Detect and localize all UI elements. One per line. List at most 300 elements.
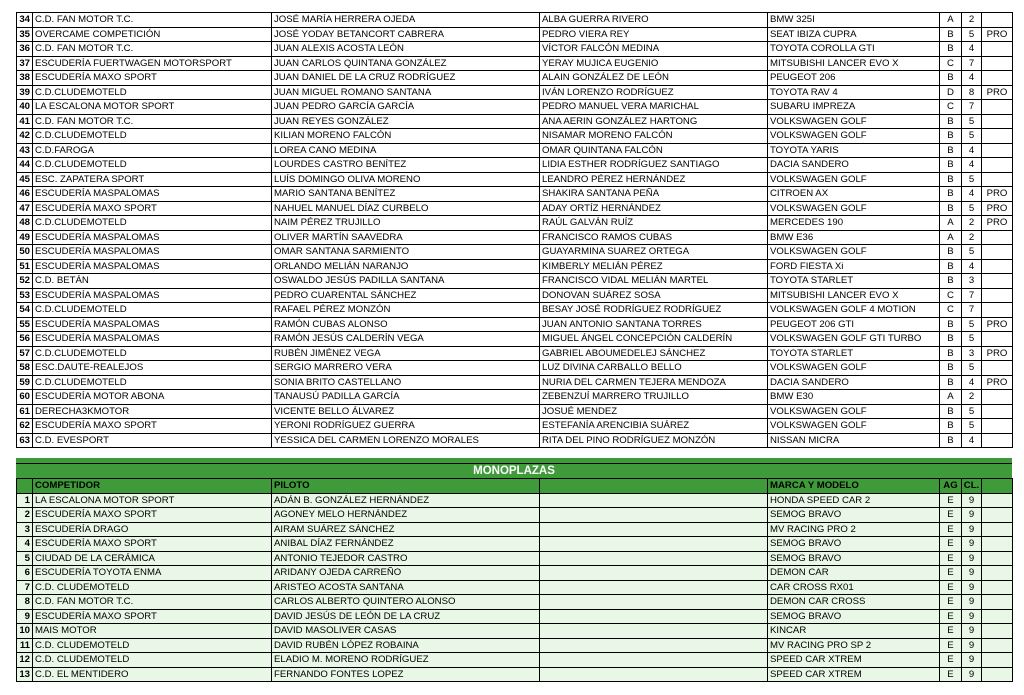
car-model-cell: VOLKSWAGEN GOLF [768,361,940,376]
group-cell: C [940,100,962,115]
copilot-cell: RAÚL GALVÁN RUÍZ [540,216,768,231]
pilot-cell: MARIO SANTANA BENÍTEZ [272,187,540,202]
car-model-cell: MITSUBISHI LANCER EVO X [768,56,940,71]
entry-number: 47 [17,201,33,216]
pilot-cell: LOURDES CASTRO BENÍTEZ [272,158,540,173]
entry-number: 5 [17,551,33,566]
competitor-cell: OVERCAME COMPETICIÓN [33,27,272,42]
competitor-cell: ESCUDERÍA MASPALOMAS [33,332,272,347]
group-cell: B [940,404,962,419]
table-row [17,346,1013,361]
category-cell [982,609,1013,624]
class-cell: 5 [962,332,982,347]
table-row [17,508,1013,523]
class-cell: 9 [962,537,982,552]
table-row [17,13,1013,28]
pilot-cell: LOREA CANO MEDINA [272,143,540,158]
category-cell [982,551,1013,566]
pilot-cell: JUAN ALEXIS ACOSTA LEÓN [272,42,540,57]
category-cell: PRO [982,201,1013,216]
entry-number: 40 [17,100,33,115]
car-model-cell: TOYOTA YARIS [768,143,940,158]
category-cell [982,566,1013,581]
entry-table-rally [16,12,1013,448]
copilot-cell: FRANCISCO RAMOS CUBAS [540,230,768,245]
category-cell [982,143,1013,158]
copilot-cell: PEDRO VIERA REY [540,27,768,42]
category-cell: PRO [982,346,1013,361]
pilot-cell: TANAUSÚ PADILLA GARCÍA [272,390,540,405]
entry-number: 44 [17,158,33,173]
competitor-cell: ESCUDERÍA MAXO SPORT [33,508,272,523]
category-cell [982,667,1013,682]
entry-number: 12 [17,653,33,668]
entry-number: 45 [17,172,33,187]
class-cell: 7 [962,56,982,71]
copilot-cell: BESAY JOSÉ RODRÍGUEZ RODRÍGUEZ [540,303,768,318]
competitor-cell: C.D. BETÁN [33,274,272,289]
car-model-cell: DACIA SANDERO [768,375,940,390]
category-cell [982,129,1013,144]
table-row [17,667,1013,682]
competitor-cell: ESCUDERÍA TOYOTA ENMA [33,566,272,581]
car-model-cell: MV RACING PRO 2 [768,522,940,537]
entry-number: 41 [17,114,33,129]
category-cell [982,230,1013,245]
car-model-cell: MITSUBISHI LANCER EVO X [768,288,940,303]
table-row [17,201,1013,216]
competitor-cell: C.D. FAN MOTOR T.C. [33,114,272,129]
group-cell: E [940,508,962,523]
category-cell [982,245,1013,260]
category-cell [982,158,1013,173]
pilot-cell: ARIDANY OJEDA CARREÑO [272,566,540,581]
copilot-cell [540,638,768,653]
class-cell: 9 [962,493,982,508]
class-cell: 5 [962,245,982,260]
group-cell: B [940,245,962,260]
group-cell: B [940,143,962,158]
category-cell [982,303,1013,318]
competitor-cell: C.D. FAN MOTOR T.C. [33,13,272,28]
class-cell: 9 [962,508,982,523]
group-cell: A [940,216,962,231]
pilot-cell: RUBÉN JIMÉNEZ VEGA [272,346,540,361]
competitor-cell: C.D. FAN MOTOR T.C. [33,595,272,610]
class-cell: 4 [962,143,982,158]
pilot-cell: JUAN DANIEL DE LA CRUZ RODRÍGUEZ [272,71,540,86]
entry-number: 48 [17,216,33,231]
competitor-cell: ESCUDERÍA MASPALOMAS [33,230,272,245]
category-cell [982,332,1013,347]
competitor-cell: C.D.CLUDEMOTELD [33,346,272,361]
class-cell: 8 [962,85,982,100]
copilot-cell [540,667,768,682]
car-model-cell: BMW E30 [768,390,940,405]
category-cell [982,522,1013,537]
category-cell: PRO [982,85,1013,100]
class-cell: 5 [962,129,982,144]
copilot-cell: YERAY MUJICA EUGENIO [540,56,768,71]
copilot-cell: GABRIEL ABOUMEDELEJ SÁNCHEZ [540,346,768,361]
entry-number: 9 [17,609,33,624]
group-cell: B [940,419,962,434]
class-cell: 9 [962,667,982,682]
table-row [17,85,1013,100]
car-model-cell: SEMOG BRAVO [768,609,940,624]
group-cell: B [940,172,962,187]
copilot-cell [540,566,768,581]
group-cell: B [940,158,962,173]
section-title: MONOPLAZAS [16,463,1012,479]
table-row [17,332,1013,347]
class-cell: 9 [962,624,982,639]
car-model-cell: SEMOG BRAVO [768,537,940,552]
car-model-cell: TOYOTA RAV 4 [768,85,940,100]
group-cell: B [940,361,962,376]
competitor-cell: MAIS MOTOR [33,624,272,639]
group-cell: E [940,537,962,552]
copilot-cell: MIGUEL ÁNGEL CONCEPCIÓN CALDERÍN [540,332,768,347]
table-row [17,493,1013,508]
car-model-cell: BMW 325I [768,13,940,28]
pilot-cell: JOSÉ YODAY BETANCORT CABRERA [272,27,540,42]
car-model-cell: VOLKSWAGEN GOLF [768,245,940,260]
group-cell: C [940,288,962,303]
group-cell: B [940,317,962,332]
competitor-cell: CIUDAD DE LA CERÁMICA [33,551,272,566]
entry-number: 58 [17,361,33,376]
table-row [17,172,1013,187]
competitor-cell: C.D.CLUDEMOTELD [33,85,272,100]
category-cell [982,419,1013,434]
entry-number: 56 [17,332,33,347]
pilot-cell: SONIA BRITO CASTELLANO [272,375,540,390]
copilot-cell: OMAR QUINTANA FALCÓN [540,143,768,158]
competitor-cell: ESCUDERÍA MOTOR ABONA [33,390,272,405]
entry-table-monoplazas [16,478,1013,682]
competitor-cell: C.D.FAROGA [33,143,272,158]
class-cell: 9 [962,595,982,610]
group-cell: E [940,624,962,639]
competitor-cell: C.D.CLUDEMOTELD [33,375,272,390]
copilot-cell: IVÁN LORENZO RODRÍGUEZ [540,85,768,100]
pilot-cell: ANIBAL DÍAZ FERNÁNDEZ [272,537,540,552]
competitor-cell: ESCUDERÍA MASPALOMAS [33,187,272,202]
header-competitor: COMPETIDOR [33,479,272,494]
pilot-cell: ARISTEO ACOSTA SANTANA [272,580,540,595]
group-cell: B [940,433,962,448]
car-model-cell: HONDA SPEED CAR 2 [768,493,940,508]
pilot-cell: SERGIO MARRERO VERA [272,361,540,376]
entry-number: 8 [17,595,33,610]
category-cell: PRO [982,27,1013,42]
category-cell [982,42,1013,57]
class-cell: 2 [962,216,982,231]
car-model-cell: FORD FIESTA Xi [768,259,940,274]
pilot-cell: FERNANDO FONTES LOPEZ [272,667,540,682]
class-cell: 5 [962,419,982,434]
category-cell: PRO [982,375,1013,390]
pilot-cell: RAMÓN CUBAS ALONSO [272,317,540,332]
entry-number: 50 [17,245,33,260]
entry-number: 10 [17,624,33,639]
category-cell [982,274,1013,289]
pilot-cell: DAVID JESÚS DE LEÓN DE LA CRUZ [272,609,540,624]
table-row [17,129,1013,144]
class-cell: 2 [962,13,982,28]
competitor-cell: C.D.CLUDEMOTELD [33,129,272,144]
car-model-cell: TOYOTA STARLET [768,346,940,361]
competitor-cell: C.D. FAN MOTOR T.C. [33,42,272,57]
copilot-cell: ALAIN GONZÁLEZ DE LEÓN [540,71,768,86]
entry-number: 57 [17,346,33,361]
table-row [17,361,1013,376]
category-cell [982,56,1013,71]
table-row [17,375,1013,390]
table-row [17,404,1013,419]
entry-number: 39 [17,85,33,100]
class-cell: 3 [962,274,982,289]
copilot-cell [540,537,768,552]
header-group: AG [940,479,962,494]
pilot-cell: KILIAN MORENO FALCÓN [272,129,540,144]
car-model-cell: VOLKSWAGEN GOLF [768,114,940,129]
class-cell: 9 [962,638,982,653]
competitor-cell: C.D. CLUDEMOTELD [33,580,272,595]
entry-number: 13 [17,667,33,682]
entry-number: 36 [17,42,33,57]
category-cell: PRO [982,317,1013,332]
competitor-cell: ESCUDERÍA DRAGO [33,522,272,537]
category-cell [982,361,1013,376]
copilot-cell: SHAKIRA SANTANA PEÑA [540,187,768,202]
class-cell: 4 [962,375,982,390]
car-model-cell: DEMON CAR [768,566,940,581]
competitor-cell: C.D.CLUDEMOTELD [33,303,272,318]
header-copilot [540,479,768,494]
car-model-cell: VOLKSWAGEN GOLF [768,419,940,434]
table-row [17,114,1013,129]
table-row [17,71,1013,86]
group-cell: C [940,56,962,71]
entry-number: 37 [17,56,33,71]
group-cell: B [940,129,962,144]
table-row [17,274,1013,289]
category-cell [982,259,1013,274]
table-row [17,56,1013,71]
car-model-cell: MERCEDES 190 [768,216,940,231]
entry-number: 54 [17,303,33,318]
copilot-cell [540,508,768,523]
car-model-cell: TOYOTA COROLLA GTI [768,42,940,57]
competitor-cell: LA ESCALONA MOTOR SPORT [33,493,272,508]
entry-number: 63 [17,433,33,448]
table-row [17,187,1013,202]
entry-number: 1 [17,493,33,508]
table-row [17,100,1013,115]
entry-number: 61 [17,404,33,419]
entry-number: 62 [17,419,33,434]
table-row [17,580,1013,595]
car-model-cell: SUBARU IMPREZA [768,100,940,115]
group-cell: B [940,375,962,390]
entry-number: 7 [17,580,33,595]
car-model-cell: KINCAR [768,624,940,639]
entry-number: 51 [17,259,33,274]
car-model-cell: VOLKSWAGEN GOLF [768,201,940,216]
class-cell: 5 [962,27,982,42]
car-model-cell: CAR CROSS RX01 [768,580,940,595]
class-cell: 4 [962,433,982,448]
car-model-cell: VOLKSWAGEN GOLF [768,129,940,144]
table-row [17,653,1013,668]
group-cell: E [940,551,962,566]
group-cell: E [940,580,962,595]
group-cell: A [940,13,962,28]
entry-number: 43 [17,143,33,158]
class-cell: 7 [962,100,982,115]
category-cell [982,71,1013,86]
copilot-cell: NURIA DEL CARMEN TEJERA MENDOZA [540,375,768,390]
car-model-cell: VOLKSWAGEN GOLF [768,172,940,187]
copilot-cell: JOSUÉ MENDEZ [540,404,768,419]
group-cell: E [940,493,962,508]
class-cell: 5 [962,114,982,129]
class-cell: 2 [962,230,982,245]
group-cell: E [940,566,962,581]
entry-number: 55 [17,317,33,332]
table-row [17,27,1013,42]
pilot-cell: ANTONIO TEJEDOR CASTRO [272,551,540,566]
class-cell: 7 [962,303,982,318]
entry-number: 2 [17,508,33,523]
car-model-cell: VOLKSWAGEN GOLF 4 MOTION [768,303,940,318]
car-model-cell: PEUGEOT 206 GTI [768,317,940,332]
competitor-cell: C.D. CLUDEMOTELD [33,653,272,668]
competitor-cell: DERECHA3KMOTOR [33,404,272,419]
entry-number: 3 [17,522,33,537]
class-cell: 9 [962,609,982,624]
class-cell: 5 [962,361,982,376]
table-row [17,419,1013,434]
pilot-cell: NAIM PÉREZ TRUJILLO [272,216,540,231]
entry-number: 60 [17,390,33,405]
copilot-cell: FRANCISCO VIDAL MELIÁN MARTEL [540,274,768,289]
header-number [17,479,33,494]
copilot-cell: LUZ DIVINA CARBALLO BELLO [540,361,768,376]
table-row [17,566,1013,581]
table-row [17,624,1013,639]
entry-number: 59 [17,375,33,390]
pilot-cell: ELADIO M. MORENO RODRÍGUEZ [272,653,540,668]
copilot-cell: ESTEFANÍA ARENCIBIA SUÁREZ [540,419,768,434]
car-model-cell: MV RACING PRO SP 2 [768,638,940,653]
group-cell: E [940,653,962,668]
pilot-cell: PEDRO CUARENTAL SÁNCHEZ [272,288,540,303]
copilot-cell: KIMBERLY MELIÁN PÉREZ [540,259,768,274]
group-cell: B [940,42,962,57]
group-cell: E [940,609,962,624]
table-row [17,537,1013,552]
group-cell: B [940,274,962,289]
category-cell [982,638,1013,653]
group-cell: E [940,522,962,537]
category-cell [982,508,1013,523]
category-cell [982,288,1013,303]
table-row [17,259,1013,274]
entry-number: 49 [17,230,33,245]
class-cell: 4 [962,42,982,57]
class-cell: 4 [962,71,982,86]
entry-number: 6 [17,566,33,581]
copilot-cell: ANA AERIN GONZÁLEZ HARTONG [540,114,768,129]
category-cell: PRO [982,216,1013,231]
copilot-cell [540,609,768,624]
competitor-cell: C.D.CLUDEMOTELD [33,216,272,231]
class-cell: 2 [962,390,982,405]
pilot-cell: JOSÉ MARÍA HERRERA OJEDA [272,13,540,28]
table-row [17,230,1013,245]
group-cell: B [940,187,962,202]
copilot-cell: RITA DEL PINO RODRÍGUEZ MONZÓN [540,433,768,448]
group-cell: A [940,230,962,245]
competitor-cell: C.D. CLUDEMOTELD [33,638,272,653]
group-cell: E [940,638,962,653]
competitor-cell: ESC.DAUTE-REALEJOS [33,361,272,376]
pilot-cell: RAFAEL PÉREZ MONZÓN [272,303,540,318]
group-cell: E [940,595,962,610]
table-row [17,609,1013,624]
pilot-cell: JUAN REYES GONZÁLEZ [272,114,540,129]
pilot-cell: AIRAM SUÁREZ SÁNCHEZ [272,522,540,537]
car-model-cell: TOYOTA STARLET [768,274,940,289]
category-cell [982,390,1013,405]
pilot-cell: CARLOS ALBERTO QUINTERO ALONSO [272,595,540,610]
pilot-cell: DAVID RUBÉN LÓPEZ ROBAINA [272,638,540,653]
category-cell [982,580,1013,595]
table-row [17,317,1013,332]
pilot-cell: JUAN MIGUEL ROMANO SANTANA [272,85,540,100]
class-cell: 9 [962,580,982,595]
category-cell [982,595,1013,610]
header-pilot: PILOTO [272,479,540,494]
car-model-cell: NISSAN MICRA [768,433,940,448]
group-cell: A [940,390,962,405]
copilot-cell [540,551,768,566]
class-cell: 4 [962,259,982,274]
table-row [17,158,1013,173]
pilot-cell: AGONEY MELO HERNÁNDEZ [272,508,540,523]
car-model-cell: SEMOG BRAVO [768,508,940,523]
table-row [17,595,1013,610]
pilot-cell: OSWALDO JESÚS PADILLA SANTANA [272,274,540,289]
copilot-cell: ZEBENZUÍ MARRERO TRUJILLO [540,390,768,405]
competitor-cell: C.D. EL MENTIDERO [33,667,272,682]
competitor-cell: ESCUDERÍA FUERTWAGEN MOTORSPORT [33,56,272,71]
copilot-cell [540,624,768,639]
car-model-cell: SEMOG BRAVO [768,551,940,566]
competitor-cell: ESCUDERÍA MASPALOMAS [33,259,272,274]
pilot-cell: DAVID MASOLIVER CASAS [272,624,540,639]
table-row [17,216,1013,231]
class-cell: 5 [962,201,982,216]
entry-number: 11 [17,638,33,653]
copilot-cell [540,595,768,610]
category-cell [982,13,1013,28]
category-cell: PRO [982,187,1013,202]
pilot-cell: VICENTE BELLO ÁLVAREZ [272,404,540,419]
